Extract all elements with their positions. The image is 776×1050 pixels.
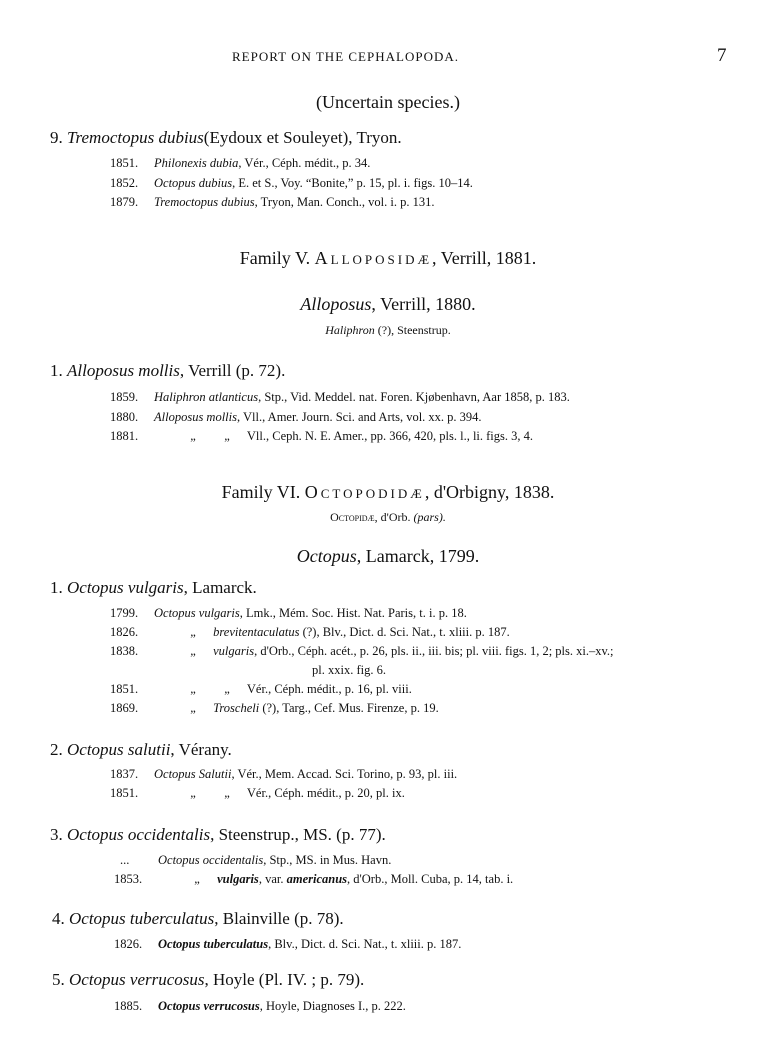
reference-line <box>110 390 570 405</box>
family-author: , d'Orbigny, 1838. <box>424 482 555 502</box>
genus-synonym <box>0 323 776 338</box>
reference-line <box>110 429 533 444</box>
family-label: Family V. <box>239 248 311 268</box>
ref-year: 1851. <box>110 156 139 170</box>
reference-line <box>114 937 461 952</box>
ref-text: , d'Orb., Céph. acét., p. 26, pls. ii., iii. bis; pl. viii. figs. 1, 2; pls. xi.–xv.; <box>254 644 614 658</box>
page-number: 7 <box>717 45 727 66</box>
ref-text: Vér., Céph. médit., p. 16, pl. viii. <box>246 682 412 696</box>
ref-name: Tremoctopus dubius <box>154 195 255 209</box>
species-number: 5. <box>52 970 65 989</box>
species-heading <box>52 970 364 990</box>
running-title: REPORT ON THE CEPHALOPODA. <box>232 49 459 64</box>
species-author: , Vérany. <box>170 740 232 759</box>
ref-year: 1853. <box>114 872 143 886</box>
ref-text: (?), Blv., Dict. d. Sci. Nat., t. xliii. p. 187. <box>299 625 510 639</box>
species-heading <box>52 909 344 929</box>
synonym-author: , d'Orb. <box>374 510 414 524</box>
reference-line <box>110 195 434 210</box>
ref-text: , Stp., MS. in Mus. Havn. <box>263 853 392 867</box>
reference-line <box>110 682 412 697</box>
family-name: Octopodidæ <box>304 482 425 502</box>
reference-line <box>110 606 467 621</box>
ditto-mark: „ <box>190 701 196 715</box>
family-name: Alloposidæ <box>314 248 433 268</box>
ref-year: ... <box>120 853 130 867</box>
reference-line <box>110 701 439 716</box>
ditto-mark: „ <box>224 682 230 696</box>
ref-name: Octopus dubius <box>154 176 233 190</box>
ref-text: , Stp., Vid. Meddel. nat. Foren. Kjøbenhavn, Aar 1858, p. 183. <box>258 390 570 404</box>
ditto-mark: „ <box>194 872 200 886</box>
ref-text: , Vér., Céph. médit., p. 34. <box>238 156 371 170</box>
ref-year: 1851. <box>110 786 139 800</box>
ref-name: vulgaris <box>213 644 255 658</box>
genus-heading <box>0 546 776 567</box>
ditto-mark: „ <box>224 429 230 443</box>
ditto-mark: „ <box>190 786 196 800</box>
ref-year: 1838. <box>110 644 139 658</box>
species-author: , Steenstrup., MS. (p. 77). <box>210 825 386 844</box>
synonym-pars: (pars). <box>413 510 446 524</box>
reference-line <box>110 176 473 191</box>
ref-text: , Blv., Dict. d. Sci. Nat., t. xliii. p. 187. <box>268 937 462 951</box>
synonym-name: Octopidæ <box>330 510 375 524</box>
species-author: , Lamarck. <box>183 578 257 597</box>
ref-name: Octopus tuberculatus <box>158 937 269 951</box>
species-name: Octopus salutii <box>67 740 171 759</box>
species-name: Octopus tuberculatus <box>69 909 215 928</box>
species-number: 3. <box>50 825 63 844</box>
reference-line <box>120 853 391 868</box>
ref-name-variety: americanus <box>286 872 348 886</box>
ref-text: (?), Targ., Cef. Mus. Firenze, p. 19. <box>259 701 439 715</box>
ref-name: Octopus Salutii <box>154 767 232 781</box>
species-heading <box>50 578 257 598</box>
reference-line <box>110 786 405 801</box>
reference-continuation: pl. xxix. fig. 6. <box>312 663 386 677</box>
ref-name: vulgaris <box>217 872 259 886</box>
species-heading <box>50 825 386 845</box>
reference-line <box>110 644 614 659</box>
family-heading <box>0 248 776 269</box>
family-synonym <box>0 510 776 525</box>
species-author: , Hoyle (Pl. IV. ; p. 79). <box>204 970 365 989</box>
family-label: Family VI. <box>221 482 301 502</box>
ref-text: , d'Orb., Moll. Cuba, p. 14, tab. i. <box>347 872 514 886</box>
ref-text: , Vér., Mem. Accad. Sci. Torino, p. 93, pl. iii. <box>231 767 458 781</box>
ref-name: Alloposus mollis <box>154 410 237 424</box>
reference-line <box>114 999 406 1014</box>
ref-year: 1799. <box>110 606 139 620</box>
species-author: , Verrill (p. 72). <box>179 361 286 380</box>
ref-text: Vér., Céph. médit., p. 20, pl. ix. <box>246 786 405 800</box>
species-number: 9. <box>50 128 63 147</box>
synonym-author: (?), Steenstrup. <box>374 323 451 337</box>
ref-year: 1851. <box>110 682 139 696</box>
species-heading <box>50 361 285 381</box>
ditto-mark: „ <box>224 786 230 800</box>
reference-line <box>110 410 482 425</box>
genus-heading <box>0 294 776 315</box>
ref-text: , E. et S., Voy. “Bonite,” p. 15, pl. i. figs. 10–14. <box>232 176 473 190</box>
species-name: Alloposus mollis <box>67 361 180 380</box>
species-author: , Blainville (p. 78). <box>214 909 344 928</box>
ref-text: , Vll., Amer. Journ. Sci. and Arts, vol. xx. p. 394. <box>237 410 482 424</box>
ref-year: 1837. <box>110 767 139 781</box>
ditto-mark: „ <box>190 625 196 639</box>
ref-year: 1880. <box>110 410 139 424</box>
ref-text: , Hoyle, Diagnoses I., p. 222. <box>259 999 406 1013</box>
species-number: 1. <box>50 578 63 597</box>
ref-year: 1869. <box>110 701 139 715</box>
ref-year: 1859. <box>110 390 139 404</box>
species-name: Octopus vulgaris <box>67 578 184 597</box>
species-heading <box>50 128 402 148</box>
reference-line <box>110 625 510 640</box>
ref-year: 1885. <box>114 999 143 1013</box>
ref-name: Troscheli <box>213 701 260 715</box>
ditto-mark: „ <box>190 682 196 696</box>
ref-year: 1826. <box>110 625 139 639</box>
species-name: Octopus occidentalis <box>67 825 211 844</box>
ref-name: Haliphron atlanticus <box>154 390 259 404</box>
ref-text: , var. <box>258 872 287 886</box>
reference-line <box>114 872 513 887</box>
ditto-mark: „ <box>190 429 196 443</box>
reference-line <box>110 156 370 171</box>
species-name: Octopus verrucosus <box>69 970 205 989</box>
family-author: , Verrill, 1881. <box>432 248 537 268</box>
ref-year: 1879. <box>110 195 139 209</box>
genus-name: Alloposus <box>300 294 372 314</box>
ref-text: Vll., Ceph. N. E. Amer., pp. 366, 420, pls. l., li. figs. 3, 4. <box>246 429 534 443</box>
genus-author: , Lamarck, 1799. <box>356 546 480 566</box>
species-author: (Eydoux et Souleyet), Tryon. <box>203 128 402 147</box>
ref-year: 1881. <box>110 429 139 443</box>
ref-name: Octopus verrucosus <box>158 999 260 1013</box>
species-number: 1. <box>50 361 63 380</box>
ref-name: brevitentaculatus <box>213 625 300 639</box>
ref-text: , Lmk., Mém. Soc. Hist. Nat. Paris, t. i. p. 18. <box>239 606 467 620</box>
species-number: 2. <box>50 740 63 759</box>
species-number: 4. <box>52 909 65 928</box>
synonym-name: Haliphron <box>325 323 375 337</box>
species-heading <box>50 740 232 760</box>
ditto-mark: „ <box>190 644 196 658</box>
species-name: Tremoctopus dubius <box>67 128 204 147</box>
family-heading <box>0 482 776 503</box>
ref-year: 1826. <box>114 937 143 951</box>
ref-name: Octopus occidentalis <box>158 853 264 867</box>
ref-year: 1852. <box>110 176 139 190</box>
uncertain-species-heading: (Uncertain species.) <box>316 92 460 112</box>
ref-name: Octopus vulgaris <box>154 606 240 620</box>
ref-text: , Tryon, Man. Conch., vol. i. p. 131. <box>254 195 435 209</box>
genus-name: Octopus <box>296 546 357 566</box>
ref-name: Philonexis dubia <box>154 156 239 170</box>
reference-line <box>110 767 457 782</box>
genus-author: , Verrill, 1880. <box>371 294 476 314</box>
